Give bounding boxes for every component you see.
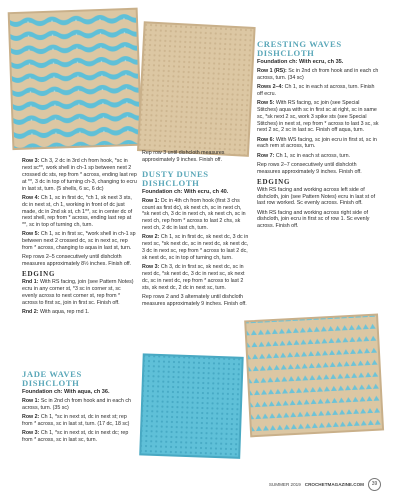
page-footer — [269, 478, 381, 491]
issue-label: SUMMER 2019 — [268, 482, 301, 487]
jade-waves-section: JADE WAVES DISHCLOTH Foundation ch: With aqua, ch 36. Row 1: Sc in 2nd ch from hook and in each ch across, turn. (35 sc) Row 2: Ch 1, *sc in next st, dc in next st; rep from * across, sc in last st, turn. (17 dc, 18 sc) Row 3: Ch 1, *sc in next st, dc in next dc; rep from * across, sc in last sc, turn. — [22, 370, 137, 446]
waves-instructions: Row 3: Ch 3, 2 dc in 3rd ch from hook, *sc in next sc**, work shell in ch-1 sp between next 2 crossed dc sts, rep from * across, ending last rep at **, 3 dc in top of turning ch-3, changing to ecru in last st, turn. (5 shells, 6 sc, 6 dc) Row 4: Ch 1, sc in first dc, *ch 1, sk next 3 sts, dc in next st, ch 1, working in front of dc just made, dc in 2nd sk st, ch 1**, sc in center dc of next shell, rep from * across, ending last rep at **, sc in top of turning ch, turn. Row 5: Ch 1, sc in first sc, *work shell in ch-1 sp between next 2 crossed dc, sc in next sc, rep from * across, changing to aqua in last st, turn. Rep rows 2–5 consecutively until dishcloth measures approximately 8½ inches. Finish off. EDGING Rnd 1: With RS facing, join (see Pattern Notes) ecru in any corner st, *3 sc in corner st, sc evenly across to next corner st, rep from * across to first sc, join in first sc. Finish off. Rnd 2: With aqua, rep rnd 1. — [22, 158, 137, 316]
dusty-dunes-section: Rep row 3 until dishcloth measures approximately 9 inches. Finish off. DUSTY DUNES DISHCLOTH Foundation ch: With ecru, ch 40. Row 1: Dc in 4th ch from hook (first 3 chs count as first dc), sk next ch, sc in next ch, *sk next ch, 3 dc in next ch, sk next ch, sc in next ch, rep from * across to last 2 chs, sk next ch, 2 dc in last ch, turn. Row 2: Ch 1, sc in first dc, sk next dc, 3 dc in next sc, *sk next dc, sc in next dc, sk next dc, 3 dc in next sc, rep from * across to last 2 dc, sk next dc, sc in top of turning ch, turn. Row 3: Ch 3, dc in first sc, sk next dc, sc in next dc, *sk next dc, 3 dc in next sc, sk next dc, sc in next dc, rep from * across to last 2 sts, sk next dc, 2 dc in next sc, turn. Rep rows 2 and 3 alternately until dishcloth measures approximately 9 inches. Finish off. — [142, 150, 249, 307]
cresting-title: CRESTING WAVES — [257, 39, 342, 49]
page-number: 39 — [368, 478, 381, 491]
jade-title-2: DISHCLOTH — [22, 378, 80, 389]
waves-dishcloth-photo — [9, 9, 142, 149]
site-label: CROCHETMAGAZINE.COM — [304, 482, 364, 487]
dusty-dunes-dishcloth-photo — [138, 22, 255, 156]
edging-heading: EDGING — [22, 270, 56, 279]
cresting-waves-dishcloth-photo — [245, 315, 383, 437]
jade-waves-dishcloth-photo — [140, 354, 242, 457]
cresting-waves-section: CRESTING WAVES DISHCLOTH Foundation ch: With ecru, ch 35. Row 1 (RS): Sc in 2nd ch from hook and in each ch across, turn. (34 sc) Rows 2–4: Ch 1, sc in each st across, turn. Finish off ecru. Row 5: With RS facing, sc join (see Special Stitches) aqua with sc in first sc at right, sc in same sc, *sk next 2 sc, work 3 spike sts (see Special Stitches) in next st, rep from * across to last 3 sc, sk next 2 sc, 2 sc in last sc. Finish off aqua, turn. Row 6: With WS facing, sc join ecru in first st, sc in each rem st across, turn. Row 7: Ch 1, sc in each st across, turn. Rep rows 2–7 consecutively until dishcloth measures approximately 9 inches. Finish off. EDGING With RS facing and working across left side of dishcloth, join (see Pattern Notes) ecru in last st of last row worked. Sc evenly across. Finish off. With RS facing and working across right side of dishcloth, join ecru in first sc of row 1. Sc evenly across. Finish off. — [257, 39, 379, 230]
cresting-title-2: DISHCLOTH — [257, 48, 315, 59]
dusty-title: DUSTY DUNES — [142, 168, 209, 179]
dusty-title-2: DISHCLOTH — [142, 178, 200, 189]
jade-title: JADE WAVES — [22, 369, 82, 379]
edging-heading-right: EDGING — [257, 177, 291, 186]
